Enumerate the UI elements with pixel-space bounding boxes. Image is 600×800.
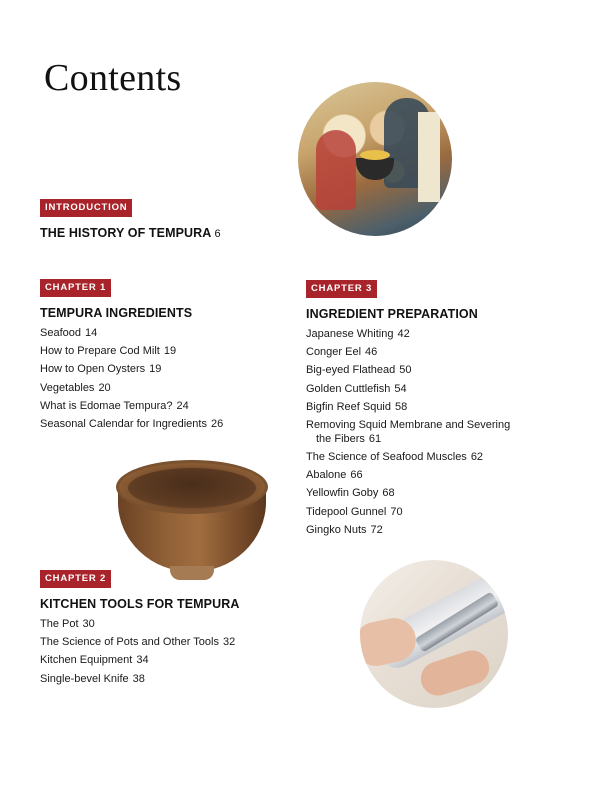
toc-entry[interactable]: The Science of Pots and Other Tools 32 xyxy=(40,636,236,649)
toc-entry[interactable]: Removing Squid Membrane and Severing the Fibers 61 xyxy=(306,419,511,446)
toc-entry-history-of-tempura[interactable] xyxy=(40,226,221,240)
section-title: THE HISTORY OF TEMPURA xyxy=(40,226,212,240)
eel-filleting-photo xyxy=(360,560,508,708)
page-number: 61 xyxy=(368,433,382,446)
toc-entry[interactable]: The Pot 30 xyxy=(40,618,95,630)
page-number: 26 xyxy=(210,418,224,431)
toc-entry[interactable]: Vegetables 20 xyxy=(40,381,111,394)
toc-entry[interactable]: Yellowfin Goby 68 xyxy=(306,487,395,500)
page-number: 66 xyxy=(350,469,363,482)
page-number: 62 xyxy=(470,451,484,464)
section-tag: CHAPTER 2 xyxy=(40,570,111,588)
section-chapter-2 xyxy=(40,568,240,688)
toc-entry[interactable]: How to Open Oysters 19 xyxy=(40,363,162,376)
toc-list xyxy=(40,324,223,433)
toc-entry[interactable]: Japanese Whiting 42 xyxy=(306,328,410,340)
toc-entry[interactable]: How to Prepare Cod Milt 19 xyxy=(40,345,177,358)
page-number: 24 xyxy=(176,399,189,412)
section-tag: INTRODUCTION xyxy=(40,199,132,217)
page-number: 58 xyxy=(395,400,408,413)
toc-entry[interactable]: Golden Cuttlefish 54 xyxy=(306,382,407,395)
section-title: KITCHEN TOOLS FOR TEMPURA xyxy=(40,597,240,611)
page-number: 50 xyxy=(399,364,412,377)
page-number: 38 xyxy=(132,672,145,685)
section-title: INGREDIENT PREPARATION xyxy=(306,307,478,321)
page-number: 14 xyxy=(84,327,98,339)
page-number: 32 xyxy=(222,636,236,649)
toc-entry[interactable]: Seafood 14 xyxy=(40,327,98,339)
page-number: 19 xyxy=(149,363,162,376)
section-tag: CHAPTER 1 xyxy=(40,279,111,297)
toc-entry[interactable]: Gingko Nuts 72 xyxy=(306,523,383,536)
toc-entry[interactable]: Big-eyed Flathead 50 xyxy=(306,364,412,377)
section-title: TEMPURA INGREDIENTS xyxy=(40,306,193,320)
toc-entry[interactable]: Conger Eel 46 xyxy=(306,346,378,359)
toc-entry[interactable]: Tidepool Gunnel 70 xyxy=(306,505,403,518)
section-chapter-1 xyxy=(40,277,223,433)
page-number: 20 xyxy=(98,381,111,394)
page-number: 6 xyxy=(214,228,221,240)
toc-entry[interactable]: What is Edomae Tempura? 24 xyxy=(40,399,189,412)
ceramic-bowl-photo xyxy=(112,456,272,584)
page-number: 46 xyxy=(365,346,378,359)
toc-entry[interactable]: Kitchen Equipment 34 xyxy=(40,654,149,667)
page-number: 34 xyxy=(136,654,149,667)
toc-entry[interactable]: The Science of Seafood Muscles 62 xyxy=(306,451,484,464)
page-number: 19 xyxy=(163,345,177,358)
toc-entry[interactable]: Bigfin Reef Squid 58 xyxy=(306,400,408,413)
section-chapter-3 xyxy=(306,278,546,539)
toc-entry[interactable]: Abalone 66 xyxy=(306,469,363,482)
page-number: 54 xyxy=(394,382,407,395)
toc-list xyxy=(306,325,546,539)
section-introduction xyxy=(40,197,221,240)
page-title: Contents xyxy=(44,57,182,99)
page-number: 72 xyxy=(370,523,383,536)
page-number: 30 xyxy=(82,618,95,630)
toc-entry[interactable]: Single-bevel Knife 38 xyxy=(40,672,145,685)
page-number: 68 xyxy=(382,487,395,500)
section-tag: CHAPTER 3 xyxy=(306,280,377,298)
toc-entry[interactable]: Seasonal Calendar for Ingredients 26 xyxy=(40,418,224,431)
page-number: 70 xyxy=(390,505,403,518)
ukiyoe-tempura-illustration xyxy=(298,82,452,236)
toc-list xyxy=(40,615,240,688)
page-number: 42 xyxy=(397,328,410,340)
